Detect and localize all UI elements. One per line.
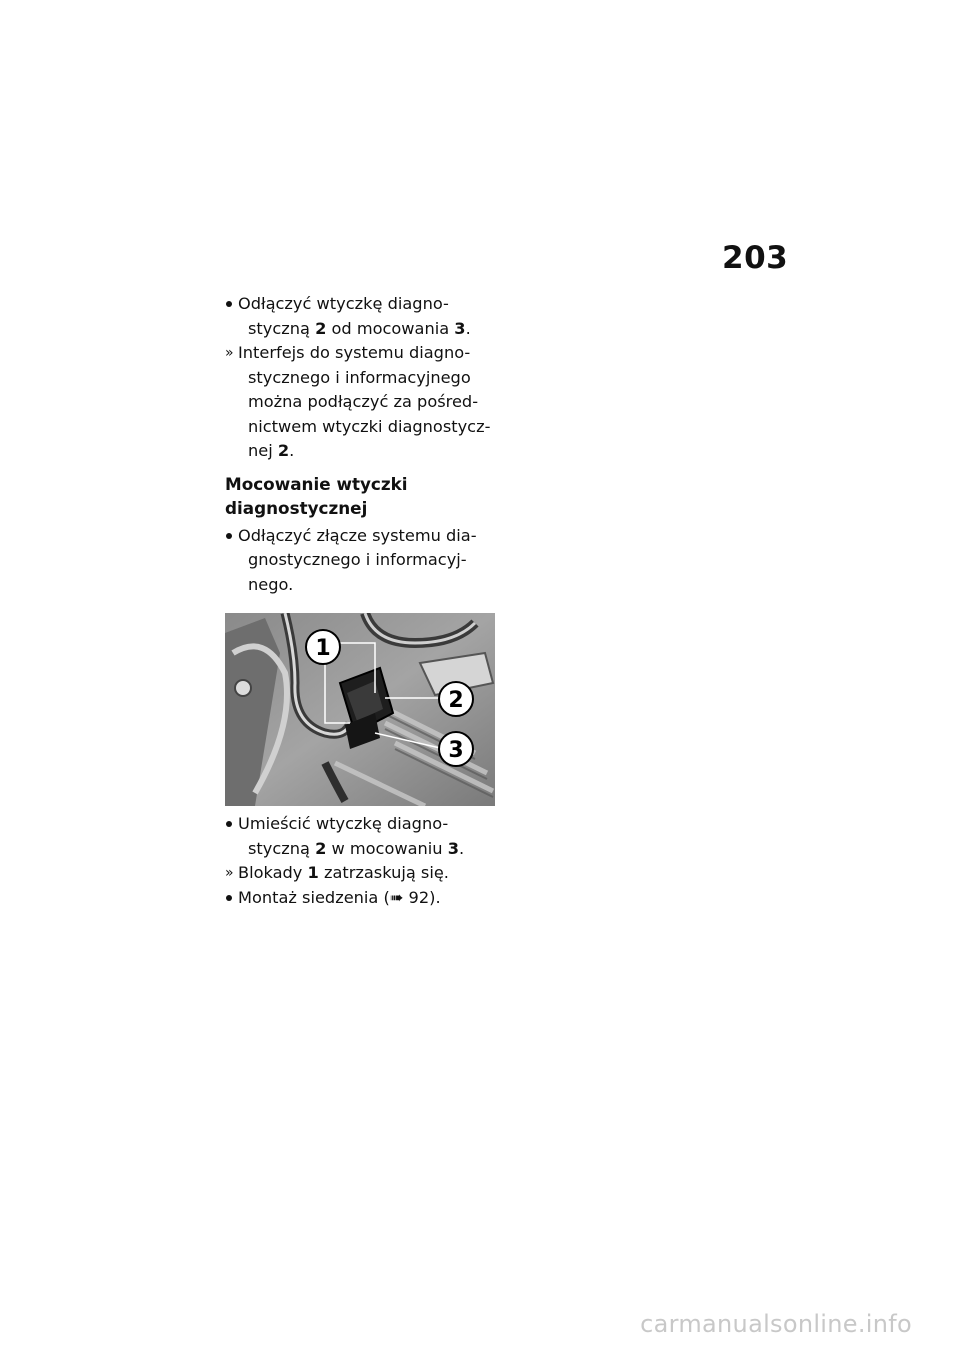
instruction-result (225, 341, 497, 464)
reference-number: 2 (277, 441, 290, 460)
result-line: stycznego i informacyjnego (248, 367, 471, 387)
reference-number: 2 (315, 838, 327, 858)
reference-number: 3 (454, 318, 466, 338)
step-line: nego. (248, 574, 294, 594)
instruction-step (225, 812, 497, 861)
bullet-icon (226, 821, 232, 827)
result-line: Interfejs do systemu diagno- (238, 343, 471, 362)
instruction-step (225, 524, 497, 598)
step-line: gnostycznego i informacyj- (248, 550, 467, 569)
result-line: nej 2. (248, 441, 295, 460)
diagnostic-connector-photo (225, 613, 495, 806)
result-arrow-icon: » (225, 345, 234, 361)
callout-label: 2 (448, 688, 464, 713)
step-line: styczną 2 od mocowania 3. (248, 318, 471, 338)
step-line: Odłączyć złącze systemu dia- (238, 525, 477, 545)
step-line: Odłączyć wtyczkę diagno- (238, 294, 449, 313)
page-reference-arrow-icon[interactable]: ➠ (389, 887, 404, 907)
reference-number: 1 (307, 863, 319, 882)
result-line: nictwem wtyczki diagnostycz- (248, 416, 491, 436)
page-content (225, 292, 497, 910)
reference-number: 3 (447, 838, 459, 858)
callout-label: 3 (448, 738, 464, 763)
result-line: Blokady 1 zatrzaskują się. (238, 863, 449, 882)
step-line: styczną 2 w mocowaniu 3. (248, 838, 465, 858)
instruction-step (225, 886, 497, 911)
bullet-icon (226, 533, 232, 539)
step-line: Umieścić wtyczkę diagno- (238, 814, 449, 833)
instruction-result (225, 861, 497, 886)
bullet-icon (226, 301, 232, 307)
callout-label: 1 (315, 636, 331, 661)
watermark: carmanualsonline.info (640, 1310, 912, 1338)
page-number: 203 (722, 240, 789, 276)
result-arrow-icon: » (225, 865, 234, 881)
result-line: można podłączyć za pośred- (248, 392, 479, 411)
instruction-step (225, 292, 497, 341)
section-heading: Mocowanie wtyczki diagnostycznej (225, 473, 408, 518)
bullet-icon (226, 895, 232, 901)
step-line: Montaż siedzenia (➠ 92). (238, 887, 441, 907)
reference-number: 2 (315, 318, 327, 338)
